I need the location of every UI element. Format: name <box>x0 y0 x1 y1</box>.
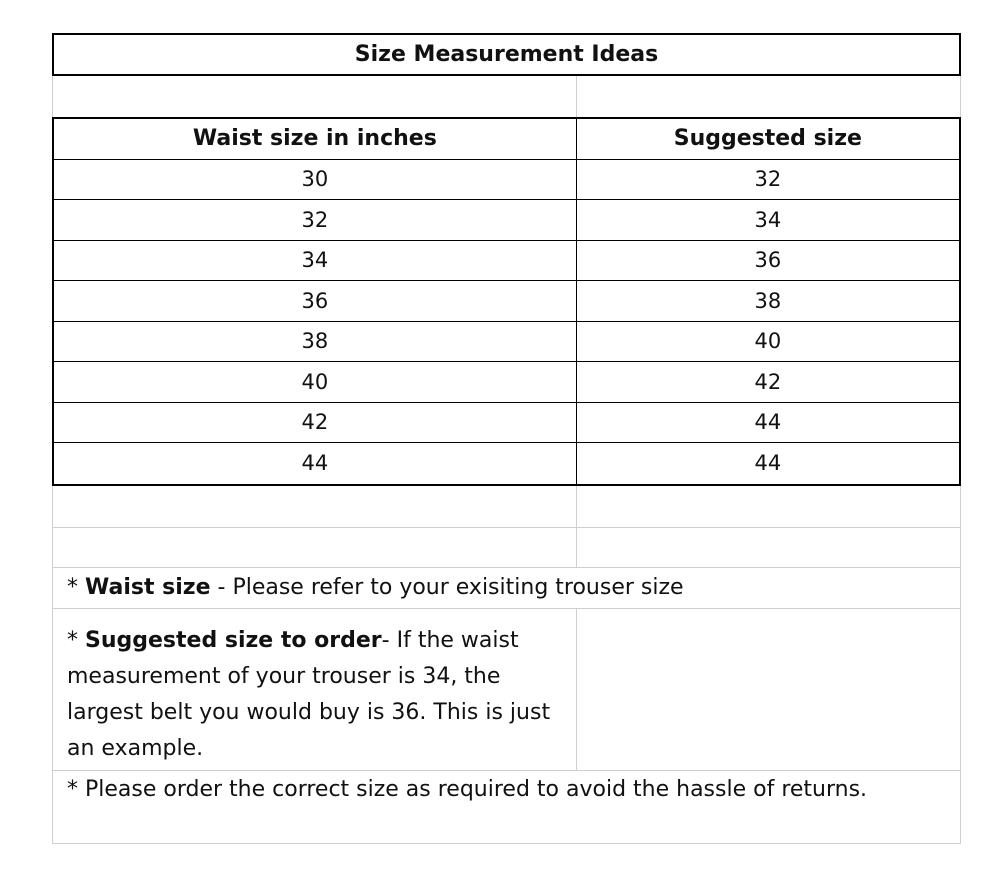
title-row <box>52 33 961 76</box>
blank-cell <box>53 76 577 117</box>
note-suggested-row <box>52 609 961 771</box>
blank-cell <box>577 486 960 527</box>
waist-size-cell: 40 <box>54 362 577 402</box>
blank-cell <box>577 528 960 567</box>
size-chart-sheet <box>52 33 961 844</box>
waist-size-cell: 30 <box>54 160 577 200</box>
suggested-size-cell: 36 <box>754 248 782 273</box>
blank-cell <box>577 76 960 117</box>
suggested-size-cell: 42 <box>754 369 782 394</box>
waist-size-cell: 34 <box>54 241 577 281</box>
waist-size-cell: 42 <box>54 403 577 443</box>
blank-cell <box>53 528 577 567</box>
waist-size-cell: 32 <box>54 200 577 240</box>
waist-size-cell: 36 <box>54 281 577 321</box>
table-row <box>54 200 959 241</box>
note-waist-text: - Please refer to your exisiting trouser size <box>210 574 684 600</box>
waist-size-cell: 38 <box>54 322 577 362</box>
waist-size-cell: 44 <box>54 443 577 484</box>
table-row <box>54 403 959 444</box>
table-row <box>54 241 959 282</box>
note-suggested-text: - If the waist measurement of your trouser is 34, the largest belt you would buy is 36. This is just an example. <box>67 627 551 761</box>
suggested-size-cell: 32 <box>754 167 782 192</box>
blank-cell <box>53 486 577 527</box>
suggested-size-cell: 38 <box>754 288 782 313</box>
suggested-size-cell: 34 <box>754 207 782 232</box>
column-header-suggested: Suggested size <box>673 126 862 152</box>
column-header-waist: Waist size in inches <box>54 119 577 159</box>
page-title: Size Measurement Ideas <box>354 42 659 67</box>
note-order-correct-size: * Please order the correct size as required to avoid the hassle of returns. <box>52 771 961 844</box>
note-waist-size <box>52 568 961 609</box>
blank-cell <box>577 609 960 770</box>
note-suggested-size <box>53 609 577 770</box>
blank-row <box>52 527 961 568</box>
note-suggested-prefix: * <box>67 627 85 653</box>
blank-row <box>52 486 961 527</box>
table-row <box>54 362 959 403</box>
blank-row <box>52 76 961 117</box>
suggested-size-cell: 44 <box>754 451 782 476</box>
suggested-size-cell: 44 <box>754 410 782 435</box>
note-waist-prefix: * <box>67 574 85 600</box>
size-table <box>52 117 961 486</box>
table-row <box>54 281 959 322</box>
table-header-row <box>54 119 959 160</box>
suggested-size-cell: 40 <box>754 329 782 354</box>
note-waist-bold: Waist size <box>85 574 211 600</box>
table-row <box>54 443 959 484</box>
note-suggested-bold: Suggested size to order <box>85 627 382 653</box>
table-row <box>54 322 959 363</box>
table-row <box>54 160 959 201</box>
